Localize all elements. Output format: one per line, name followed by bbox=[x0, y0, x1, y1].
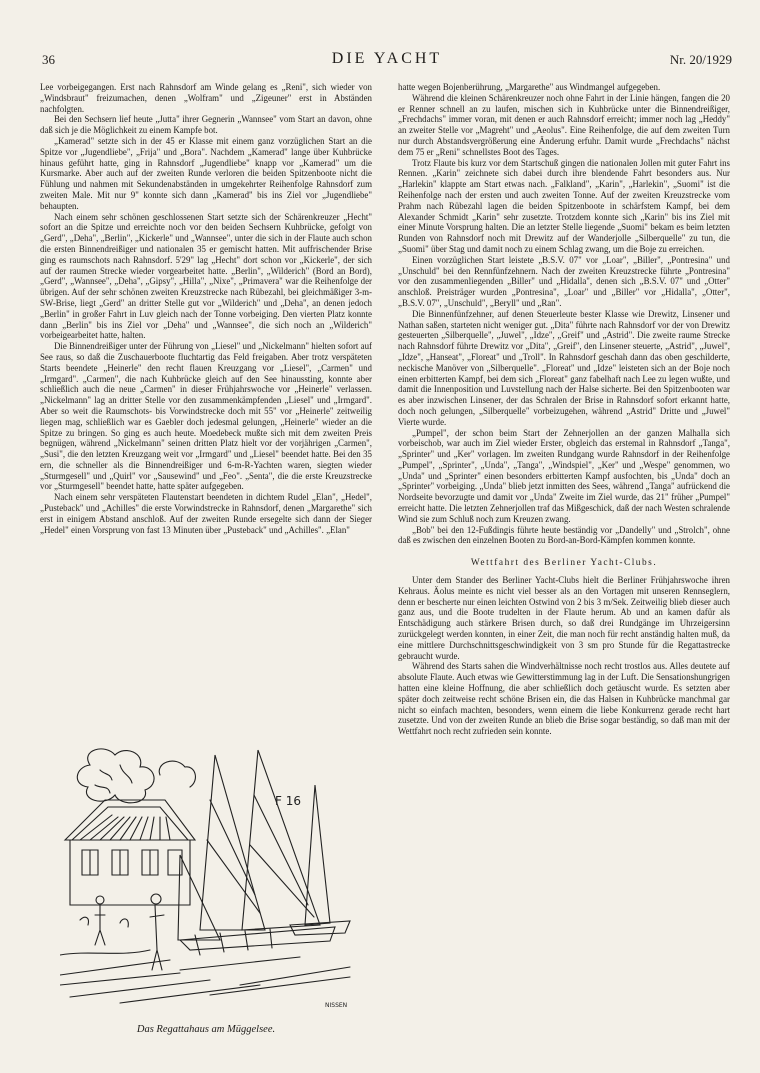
paragraph: Einen vorzüglichen Start leistete „B.S.V. 07" vor „Loar", „Biller", „Pontresina" und „Unschuld" bei den Rennfünfzehnern. Nach der zweiten Kreuzstrecke führte „Pontresina" vor den zusammenliegenden „Biller" und „Hidalla", denen sich „B.S.V. 07" und „Otter" anschloß. Preisträger wurden „Pontresina", „Loar" und „Biller" vor „Hidalla", „Otter", „B.S.V. 07", „Unschuld", „Beryll" und „Ran". bbox=[398, 254, 730, 308]
page-header bbox=[42, 52, 732, 72]
figure-caption: Das Regattahaus am Müggelsee. bbox=[136, 1024, 276, 1035]
paragraph: hatte wegen Bojenberührung, „Margarethe" aus Windmangel aufgegeben. bbox=[398, 82, 661, 92]
paragraph: „Kamerad" setzte sich in der 45 er Klasse mit einem ganz vorzüglichen Start an die Spitze vor „Jugendliebe", „Frija" und „Bora". Nachdem „Kamerad" lange über Kuhbrücke hinaus geführt hatte, ging in Rahnsdorf „Jugendliebe" knapp vor „Kamerad" um die Kursmarke. Aber auch auf der zweiten Runde verloren die beiden Spitzenboote nicht die Fühlung und nahmen mit Sekundenabständen in umgekehrter Reihenfolge Rahnsdorf zum zweiten Male. Mit nur 9" konnte sich dann „Kamerad" bis ins Ziel vor „Jugendliebe" behaupten. bbox=[40, 135, 372, 211]
paragraph: „Bob" bei den 12-Fußdingis führte heute beständig vor „Dandelly" und „Strolch", ohne daß es zwischen den einzelnen Booten zu Bord-an-Bord-Kämpfen kommen konnte. bbox=[398, 524, 730, 546]
section-heading: Wettfahrt des Berliner Yacht-Clubs. bbox=[470, 558, 658, 569]
right-column bbox=[398, 82, 730, 737]
illustration-regattahaus bbox=[60, 745, 360, 1015]
left-column bbox=[40, 82, 372, 535]
journal-title: DIE YACHT bbox=[331, 50, 443, 67]
paragraph: Während des Starts sahen die Windverhältnisse noch recht trostlos aus. Alles deutete auf absolute Flaute. Auch etwas wie Gewitterstimmung lag in der Luft. Die Sensationshungrigen hatten eine kleine Hoffnung, die aber schließlich doch getäuscht wurde. Es setzten aber später doch zeitweise recht schöne Brisen ein, die das Halsen in Kuhbrücke manchmal gar nicht so einfach machten, besonders, wenn einem die liebe Konkurrenz gerade recht hart zusetzte. Und von der zweiten Runde an blieb die Brise sogar beständig, so daß man mit der Wettfahrt noch recht zufrieden sein konnte. bbox=[398, 661, 730, 737]
paragraph: Die Binnenfünfzehner, auf denen Steuerleute bester Klasse wie Drewitz, Linsener und Nathan saßen, starteten nicht weniger gut. „Dita" führte nach Rahnsdorf vor der von Drewitz gesteuerten „Silberquelle", „Juwel", „Idze", „Greif" und „Astrid". Die zweite raume Strecke nach Rahnsdorf führte Drewitz vor „Dita", „Greif", den Linsener steuerte, „Astrid", „Juwel", „Idze", „Hanseat", „Floreat" und „Troll". In Rahnsdorf geschah dann das oben geschilderte, neckische Manöver von „Silberquelle". „Floreat" und „Idze" leisteten sich an der Boje noch einen erbitterten Kampf, bei dem sich „Floreat" ganz fabelhaft nach Lee zu legen wußte, und damit die Innenposition und Luvstellung nach der Halse sicherte. Bei den Spitzenbooten war es aber inzwischen Linsener, der das Schralen der Brise in Rahnsdorf sofort erkannt hatte, doch noch gelungen, „Silberquelle" vorbeizugehen, während „Astrid" Dritte und „Juwel" Vierte wurde. bbox=[398, 308, 730, 427]
paragraph: Trotz Flaute bis kurz vor dem Startschuß gingen die nationalen Jollen mit guter Fahrt ins Rennen. „Karin" zeichnete sich dabei durch ihre blendende Fahrt besonders aus. Nur „Harlekin" klappte am Start etwas nach. „Falkland", „Karin", „Harlekin", „Suomi" ist die Reihenfolge nach der ersten und auch zweiten Tonne. Auf der zweiten Kreuzstrecke vom Prahm nach Rübezahl lagen die beiden Spitzenboote in schärfstem Kampf, bei dem Alexander Schmidt „Karin" sehr zusetzte. Trotzdem konnte sich „Karin" bis ins Ziel mit einer Minute Vorsprung halten. Die an letzter Stelle liegende „Suomi" bekam es beim letzten Runden von Rahnsdorf noch mit Drewitz auf der Wanderjolle „Silberquelle" zu tun, die „Suomi" über Stag und damit noch zu einem Schlag zwang, um die Boje zu erreichen. bbox=[398, 157, 730, 254]
paragraph: Unter dem Stander des Berliner Yacht-Clubs hielt die Berliner Frühjahrswoche ihren Kehraus. Äolus meinte es nicht viel besser als an den Vortagen mit unseren Rennseglern, denn er bescherte nur einen leichten Ostwind von 2 bis 3 m/Sek. Zeitweilig blieb dieser auch ganz aus, und die Boote trudelten in der Flaute herum. Ab und an kamen dafür als Entschädigung auch stärkere Brisen durch, so daß drei Rundgänge im Uhrzeigersinn zurückgelegt werden konnten, in einer Zeit, die man noch für recht anständig halten muß, da eine mittlere Durchschnittsgeschwindigkeit von 3 sm pro Stunde für die Regattastrecke gebraucht wurde. bbox=[398, 575, 730, 661]
page-number: 36 bbox=[42, 52, 55, 67]
paragraph: Bei den Sechsern lief heute „Jutta" ihrer Gegnerin „Wannsee" vom Start an davon, ohne daß sich je die Möglichkeit zu einem Kampfe bot. bbox=[40, 114, 372, 136]
paragraph: Während die kleinen Schärenkreuzer noch ohne Fahrt in der Linie hängen, fangen die 20 er Renner schnell an zu laufen, mischen sich in Kuhbrücke unter die Binnendreißiger, „Frechdachs" immer voran, mit denen er auch Rahnsdorf erreicht; immer noch lag „Heddy" an zweiter Stelle vor „Magreht" und „Aeolus". Eine Reihenfolge, die auf dem zweiten Turn nur durch Abstandsvergrößerung eine Änderung erfuhr. Damit wurde „Frechdachs" nächst dem 75 er „Reni" schnellstes Boot des Tages. bbox=[398, 92, 730, 157]
regattahaus-sketch bbox=[60, 745, 360, 1015]
paragraph: Die Binnendreißiger unter der Führung von „Liesel" und „Nickelmann" hielten sofort auf See raus, so daß die Zuschauerboote fluchtartig das Feld freigaben. Aber trotz verspäteten Starts beendete „Heinerle" den recht flauen Kreuzgang vor „Liesel", „Carmen" und „Irmgard". „Carmen", die nach Kuhbrücke gleich auf den See hinaussting, konnte aber schließlich auch die neue „Carmen" in dieser Frühjahrswoche vor „Heinerle" verlassen. „Nickelmann" lag an dritter Stelle vor den zusammenkämpfenden „Liesel" und „Irmgard". Aber so weit die Raumschots- bis Vorwindstrecke doch mit 55" vor „Heinerle" zeitweilig liegen mag, schließlich war es Gaebler doch jedesmal gelungen, „Heinerle" wieder an die Spitze zu bringen. So ging es auch heute. Moedebeck mußte sich mit dem zweiten Preis begnügen, während „Nickelmann" seinen dritten Platz hielt vor der vorjährigen „Carmen", „Susi", die den letzten Kreuzgang weit vor „Irmgard" und „Liesel" beendet hatte. Bei den 35 ern, die schneller als die Binnendreißiger und 6-m-R-Yachten waren, siegten wieder „Sturmgesell" und „Quirl" vor „Sausewind" und „Feo". „Senta", die die erste Kreuzstrecke vor „Sturmgesell" beendet hatte, hatte später aufgegeben. bbox=[40, 341, 372, 492]
issue-number: Nr. 20/1929 bbox=[669, 52, 732, 67]
artist-signature: NISSEN bbox=[325, 1002, 348, 1009]
paragraph: Nach einem sehr verspäteten Flautenstart beendeten in dichtem Rudel „Elan", „Hedel", „Pusteback" und „Achilles" die erste Vorwindstrecke in Rahnsdorf, denen „Margarethe" sich erst in einigem Abstand anschloß. Auf der zweiten Runde ersegelte sich dann der Sieger „Hedel" einen Vorsprung von fast 13 Minuten über „Pusteback" und „Achilles". „Elan" bbox=[40, 492, 372, 535]
paragraph: „Pumpel", der schon beim Start der Zehnerjollen an der ganzen Malhalla sich vorbeischob, war auch im Ziel wieder Erster, obgleich das erstemal in Rahnsdorf „Tanga", „Sprinter" und „Ker" vorlagen. Im zweiten Rundgang wurde Rahnsdorf in der Reihenfolge „Pumpel", „Sprinter", „Unda", „Tanga", „Windspiel", „Ker" und „Wespe" genommen, wo „Unda" und „Sprinter" einen besonders erbitterten Kampf ausfochten, bis „Unda" doch an „Sprinter" vorbeiging. „Unda" blieb jetzt inmitten des Sees, während „Tanga" aufrückend die Nordseite bevorzugte und damit vor „Unda" Zweite im Ziel wurde, das 21" früher „Pumpel" erreicht hatte. Die letzten Zehnerjollen traf das Mißgeschick, daß der nach Westen schralende Wind sie zum Schluß noch zum Kreuzen zwang. bbox=[398, 427, 730, 524]
paragraph: Lee vorbeigegangen. Erst nach Rahnsdorf am Winde gelang es „Reni", sich wieder von „Windsbraut" freizumachen, denen „Wolfram" und „Zigeuner" erst in Abständen nachfolgten. bbox=[40, 82, 372, 114]
right-column-part-1 bbox=[398, 82, 730, 546]
paragraph: Nach einem sehr schönen geschlossenen Start setzte sich der Schärenkreuzer „Hecht" sofort an die Spitze und erreichte noch vor den beiden Sechsern Kuhbrücke, gefolgt von „Gerd", „Deha", „Berlin", „Kickerle" und „Wannsee", unter die sich in der Flaute auch schon die ersten Binnendreißiger und nationalen 35 er gemischt hatten. Mit auffrischender Brise ging es raumschots nach Rahnsdorf. 5'29" lag „Hecht" dort schon vor „Kickerle", der sich auf der raumen Strecke wieder vorgearbeitet hatte. „Berlin", „Wilderich" (Bord an Bord), „Gerd", „Wannsee", „Deha", „Gipsy", „Hilla", „Nixe", „Primavera" war die Reihenfolge der übrigen. Auf der sehr schönen zweiten Kreuzstrecke nach Rübezahl, bei gleichmäßiger 3-m-SW-Brise, liegt „Gerd" an dritter Stelle gut vor „Wilderich" und „Deha", an denen jedoch „Berlin" in großer Fahrt in Luv gleich nach der Tonne vorbeiging. Den vierten Platz konnte dann „Berlin" bis ins Ziel vor „Deha" und „Wannsee", die sich noch an „Wilderich" vorbeigearbeitet hatte, halten. bbox=[40, 211, 372, 341]
sail-number: F 16 bbox=[275, 794, 301, 808]
right-column-part-2 bbox=[398, 575, 730, 737]
